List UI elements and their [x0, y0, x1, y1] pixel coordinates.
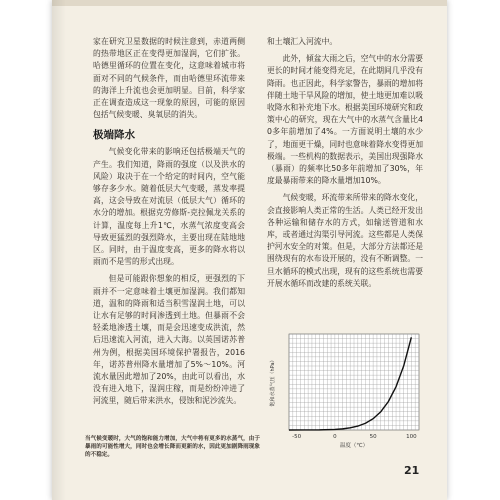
figure-caption: 当气候变暖时，大气的饱和能力增加，大气中将有更多的水蒸气，由于暴雨的可能性增大，同时也会增长降而更新的水，因此更加剧降雨现象的不稳定。: [85, 436, 260, 459]
book-page: [52, 0, 447, 500]
paragraph-right-0: 和土壤汇入河流中。: [267, 37, 338, 46]
page-number: 21: [404, 464, 420, 477]
right-column: [267, 36, 423, 290]
x-tick-label: 50: [369, 434, 377, 440]
paragraph-1: 气候变化带来的影响还包括极端天气的产生。我们知道，降雨的强度（以及洪水的风险）取决于在一个给定的时间内，空气能够存多少水。随着低层大气变暖，蒸发率提高，这会导致在对流层（低层大气）循环的水分的增加。根据克劳修斯-克拉佩龙关系的计算，温度每上升1℃，水蒸气浓度变高会导致更猛烈的强烈降水，主要出现在陆地地区。同时，由于温度变高，更多的降水将以雨而不是雪的形式出现。: [93, 147, 245, 267]
x-tick-label: -50: [292, 434, 302, 440]
chart-svg: [267, 328, 427, 450]
section-heading: 极端降水: [93, 129, 135, 142]
x-axis-label: 温度（℃）: [339, 443, 369, 449]
left-column: [93, 36, 245, 408]
top-band: [52, 0, 447, 6]
paragraph-right-2: 气候变暖，环流带来所带来的降水变化，会直接影响人类正常的生活。人类已经开发出各种运输和储存水的方式，如输送管道和水库，或者通过沟渠引导河流。这些都是人类保护河水安全的对策。但是，大部分方法都还是围绕现有的水布设开展的，没有不断调整。一旦水循环的模式出现，现有的这些系统也需要开展水循环而改建的系统关联。: [267, 193, 423, 288]
y-axis-label: 饱和水蒸气压（hPa）: [270, 357, 276, 407]
x-tick-label: 100: [406, 434, 417, 440]
x-tick-label: 0: [333, 434, 337, 440]
intro-paragraph: 家在研究卫星数据的时候注意到，赤道两侧的热带地区正在变得更加湿润，它们扩张。哈德里循环的位置在变化，这意味着城市将面对不同的气候条件，而由哈德里环流带来的海洋上升流也会更加明显。目前，科学家正在调查造成这一现象的原因，可能的原因包括气候变暖、臭氧层的消失。: [93, 37, 245, 120]
vapor-pressure-chart: [267, 328, 427, 450]
paragraph-2: 但是可能跟你想象的相反，更强烈的下雨并不一定意味着土壤更加湿润。我们都知道，温和的降雨和适当积雪湿润土地，可以让水有足够的时间渗透到土地。但暴雨不会轻柔地渗透土壤，而是会迅速变成洪流，然后迅速流入河流，进入大海。以英国诺苏普州为例，根据美国环境保护署报告，2016年，诺苏普州降水量增加了5%～10%。河流水量因此增加了20%，由此可以看出，水没有进入地下，湿润庄稼，而是纷纷冲进了河流里，随后带来洪水，侵蚀和泥沙流失。: [93, 274, 245, 406]
paragraph-right-1: 此外，傾盆大雨之后，空气中的水分需要更长的时间才能变得充足，在此期间几乎没有降雨。也正因此，科学家警告，暴雨的增加将伴随土地干旱风险的增加，使土地更加难以吸收降水和补充地下水。根据美国环境研究和政策中心的研究，现在大气中的水蒸气含量比40多年前增加了4%。一方面说明土壤的水少了，地面更干燥，同时也意味着降水变得更加极端。一些机构的数据表示，美国出现强降水（暴雨）的频率比50多年前增加了30%，年度最暴雨带来的降水量增加10%。: [267, 54, 423, 186]
page-spine-shadow: [52, 0, 66, 500]
